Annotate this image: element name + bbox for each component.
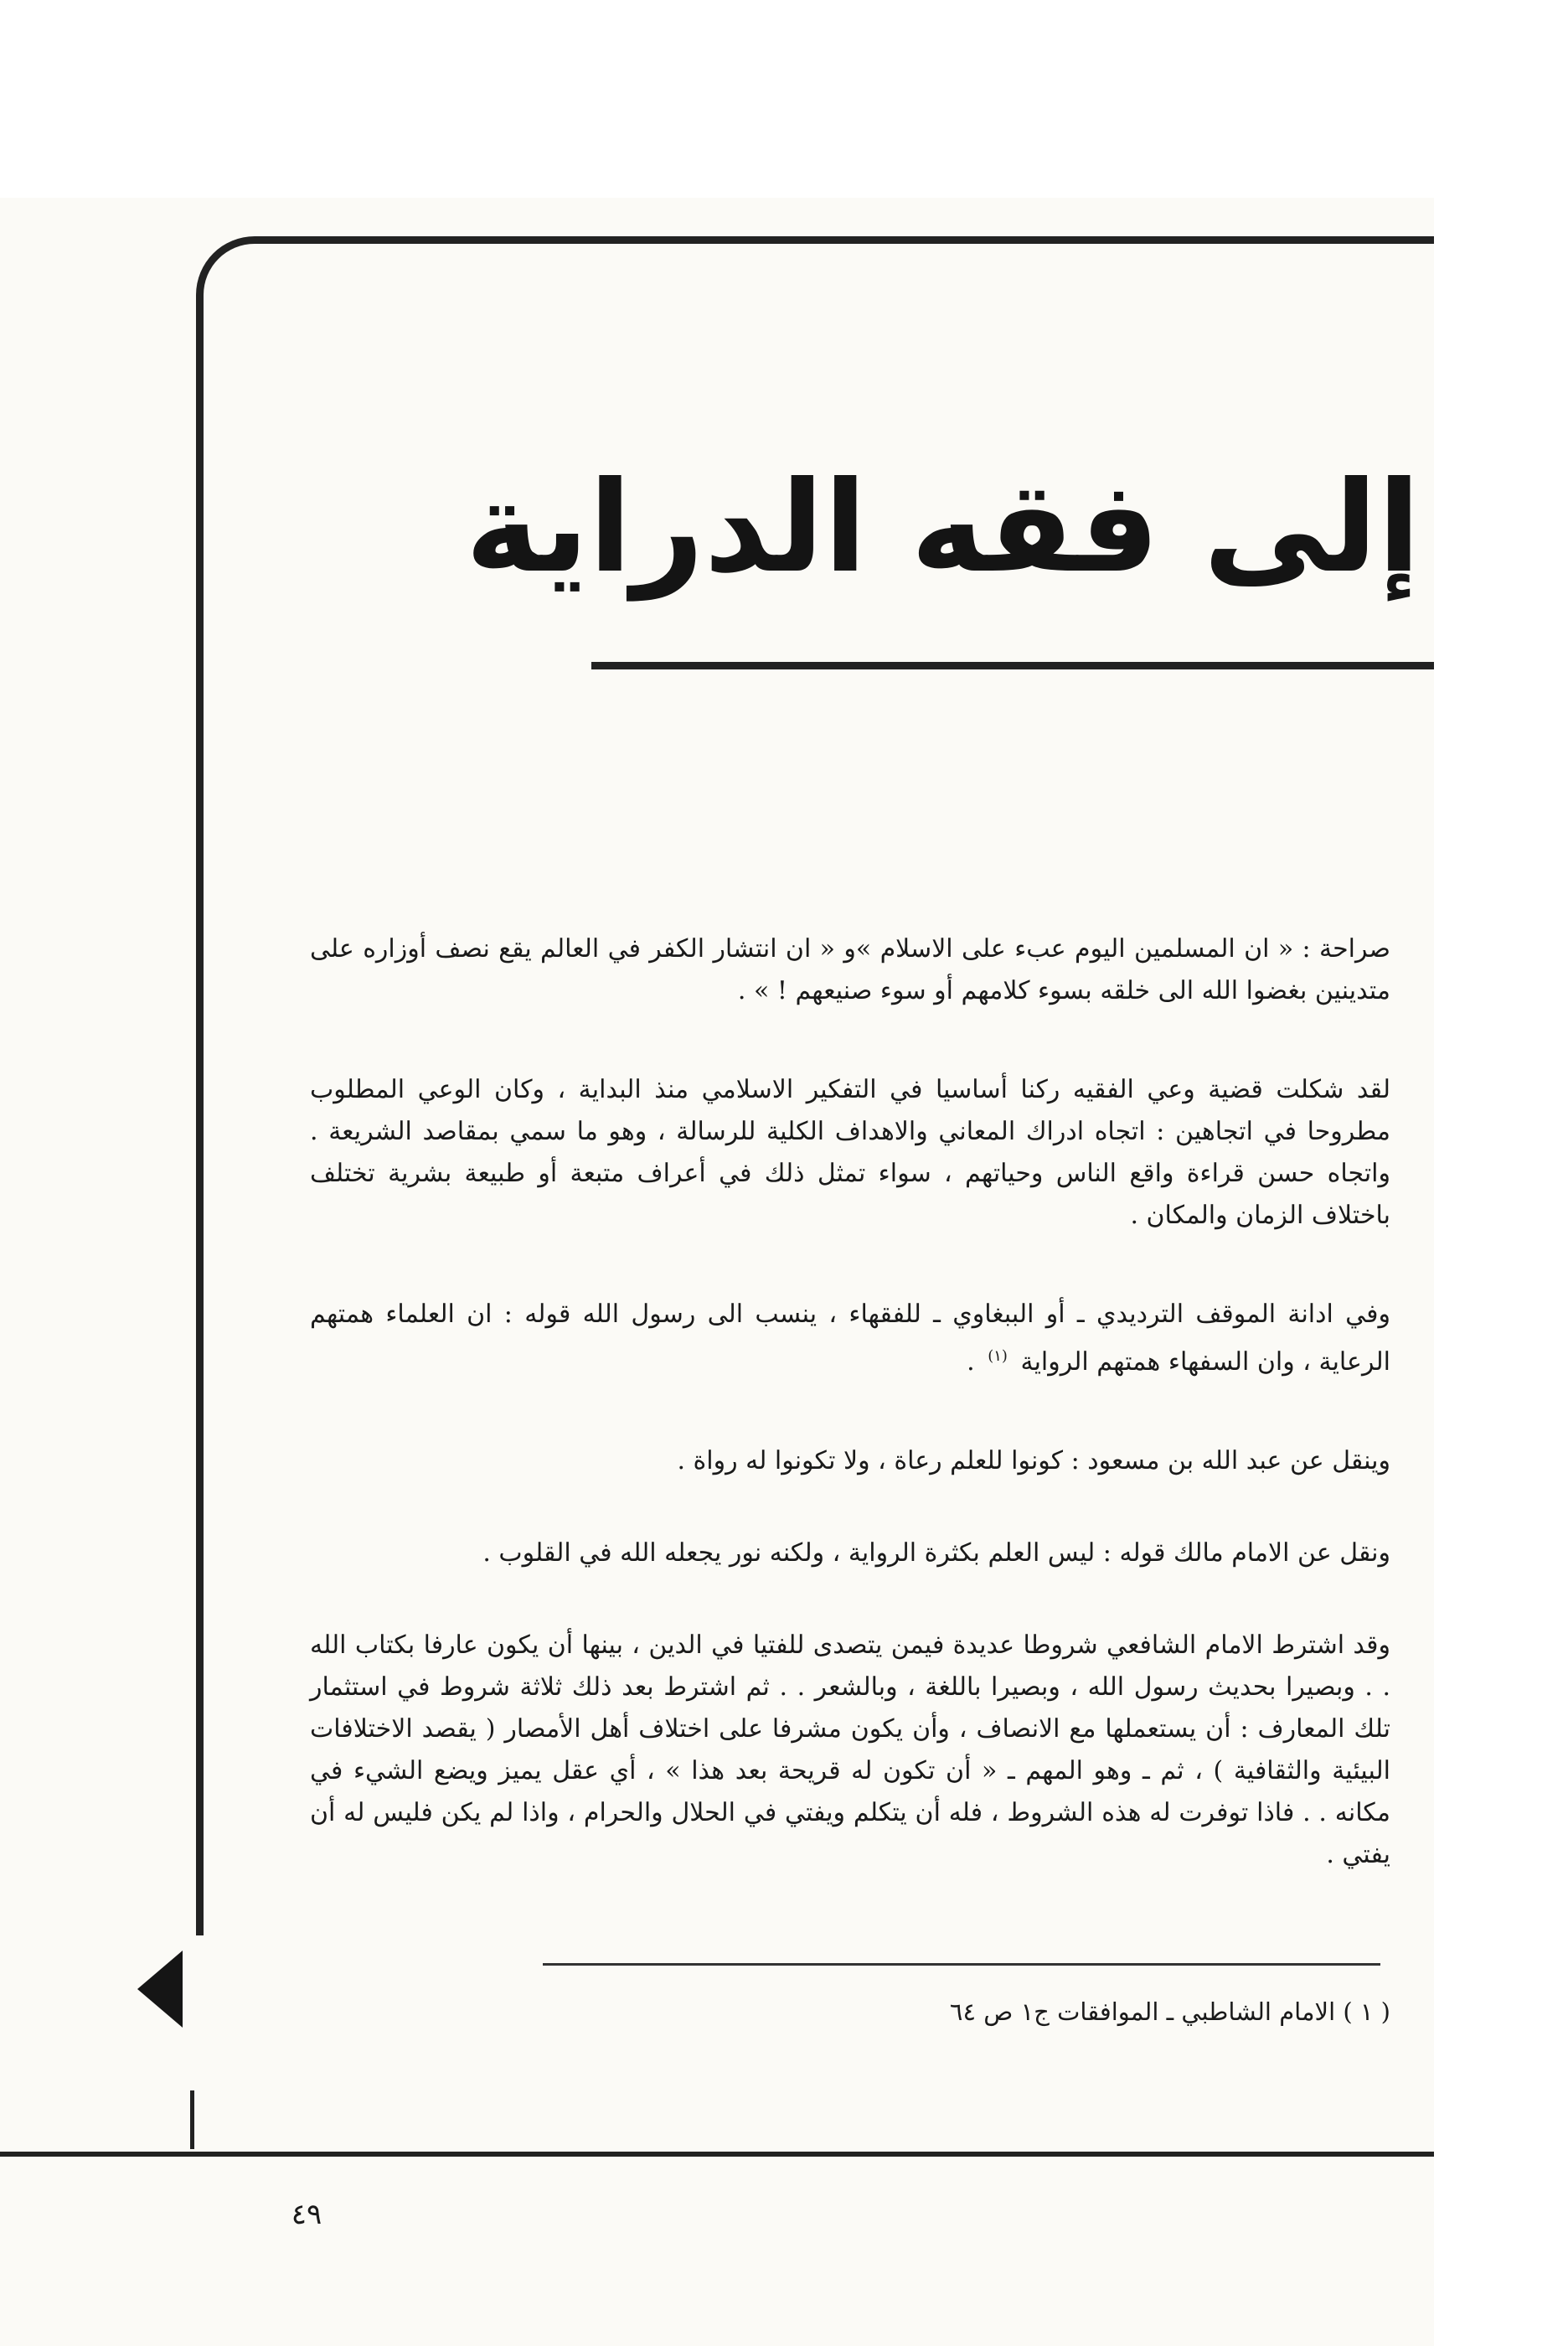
paragraph-3: [310, 1294, 1390, 1383]
title-underline: [591, 662, 1434, 669]
paragraph-6: وقد اشترط الامام الشافعي شروطا عديدة فيمن يتصدى للفتيا في الدين ، بينها أن يكون عارفا بكتاب الله . . وبصيرا بحديث رسول الله ، وبصيرا باللغة ، وبالشعر . . ثم اشترط بعد ذلك ثلاثة شروط في استثمار تلك المعارف : أن يستعملها مع الانصاف ، وأن يكون مشرفا على اختلاف أهل الأمصار ( يقصد الاختلافات البيئية والثقافية ) ، ثم ـ وهو المهم ـ « أن تكون له قريحة بعد هذا » ، أي عقل يميز ويضع الشيء في مكانه . . فاذا توفرت له هذه الشروط ، فله أن يتكلم ويفتي في الحلال والحرام ، واذا لم يكن فليس له أن يفتي .: [310, 1630, 1390, 1869]
footnote: ( ١ ) الامام الشاطبي ـ الموافقات ج١ ص ٦٤: [949, 1997, 1390, 2026]
page-arrow-marker: [137, 1951, 183, 2028]
paragraph-3-text: وفي ادانة الموقف الترديدي ـ أو الببغاوي ـ للفقهاء ، ينسب الى رسول الله قوله : ان العلماء همتهم الرعاية ، وان السفهاء همتهم الرواية: [310, 1300, 1390, 1377]
paragraph-1: صراحة : « ان المسلمين اليوم عبء على الاسلام »و « ان انتشار الكفر في العالم يقع نصف أوزاره على متدينين بغضوا الله الى خلقه بسوء كلامهم أو سوء صنيعهم ! » .: [310, 934, 1390, 1005]
paragraph-2: لقد شكلت قضية وعي الفقيه ركنا أساسيا في التفكير الاسلامي منذ البداية ، وكان الوعي المطلوب مطروحا في اتجاهين : اتجاه ادراك المعاني والاهداف الكلية للرسالة ، وهو ما سمي بمقاصد الشريعة . واتجاه حسن قراءة واقع الناس وحياتهم ، سواء تمثل ذلك في أعراف متبعة أو طبيعة بشرية تختلف باختلاف الزمان والمكان .: [310, 1075, 1390, 1230]
frame-left-rule: [196, 328, 204, 1935]
chapter-title: إلى فقه الدراية: [465, 455, 1421, 601]
body-text: [310, 928, 1390, 1933]
paragraph-4: وينقل عن عبد الله بن مسعود : كونوا للعلم رعاة ، ولا تكونوا له رواة .: [677, 1446, 1390, 1475]
page-number: ٤٩: [291, 2198, 322, 2231]
footnote-reference: (١): [988, 1347, 1008, 1365]
frame-top-corner: [196, 236, 1434, 330]
footnote-separator: [543, 1963, 1380, 1966]
frame-bottom-rule: [0, 2152, 1434, 2157]
frame-left-tick: [190, 2090, 194, 2149]
paragraph-5: ونقل عن الامام مالك قوله : ليس العلم بكثرة الرواية ، ولكنه نور يجعله الله في القلوب .: [482, 1538, 1390, 1568]
paragraph-3-period: .: [967, 1347, 975, 1377]
